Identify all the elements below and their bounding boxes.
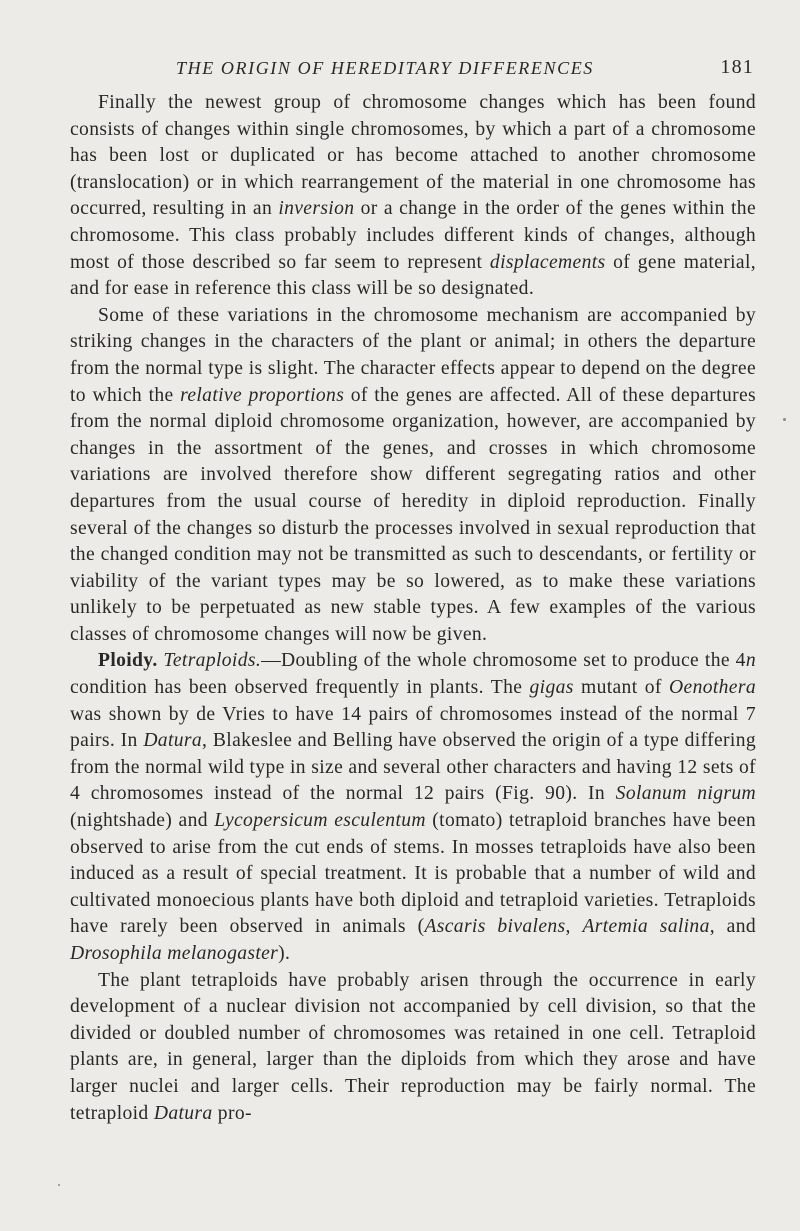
text-run: ). bbox=[278, 943, 291, 964]
text-run: was shown by de Vries to have 14 pairs of chromosomes instead of the normal 7 pairs. In bbox=[70, 703, 756, 752]
italic-term: gigas bbox=[529, 677, 574, 699]
text-run: pro- bbox=[212, 1102, 252, 1124]
italic-term: Lycopersicum esculentum bbox=[214, 810, 426, 832]
text-run: Some of these variations in the chromosome mechanism are accompanied by striking changes in the characters of the plant or animal; in others the departure from the normal type is slight. The character effects appear to depend on the degree to which the bbox=[70, 304, 756, 406]
paper-speck bbox=[58, 1184, 60, 1186]
italic-term: n bbox=[745, 650, 756, 672]
section-heading-ploidy: Ploidy. bbox=[98, 650, 158, 672]
running-header bbox=[70, 50, 756, 80]
text-run: or a change in the order of the genes within the chromosome. This class probably includes different kinds of changes, although most of those described so far seem to represent bbox=[70, 198, 756, 273]
text-run: , bbox=[565, 916, 583, 938]
italic-term: Oenothera bbox=[669, 677, 756, 699]
running-title: THE ORIGIN OF HEREDITARY DIFFERENCES bbox=[176, 58, 594, 78]
italic-term: displacements bbox=[489, 251, 606, 273]
body-text bbox=[70, 90, 756, 1127]
text-run: condition has been observed frequently in plants. The bbox=[70, 677, 530, 699]
italic-term: relative proportions bbox=[180, 384, 345, 406]
italic-term: Datura bbox=[143, 730, 203, 752]
paragraph-newest-group bbox=[70, 90, 756, 303]
paragraph-variations bbox=[70, 303, 756, 649]
italic-term: Solanum nigrum bbox=[615, 783, 756, 805]
paragraph-plant-tetraploids bbox=[70, 968, 756, 1128]
italic-term: Drosophila melanogaster bbox=[70, 943, 279, 964]
text-run: —Doubling of the whole chromosome set to produce the 4 bbox=[261, 650, 746, 672]
italic-term: Ascaris bivalens bbox=[424, 916, 566, 938]
text-run: of gene material, and for ease in reference this class will be so designated. bbox=[70, 251, 756, 300]
subsection-heading-tetraploids: Tetraploids. bbox=[163, 650, 262, 672]
italic-term: inversion bbox=[278, 198, 355, 220]
text-run: The plant tetraploids have probably arisen through the occurrence in early development of a nuclear division not accompanied by cell division, so that the divided or doubled number of chromosomes was retained in one cell. Tetraploid plants are, in general, larger than the diploids from which they arose and have larger nuclei and larger cells. Their reproduction may be fairly normal. The tetraploid bbox=[70, 969, 756, 1124]
italic-term: Datura bbox=[153, 1102, 213, 1124]
italic-term: Artemia salina bbox=[582, 916, 710, 938]
paragraph-ploidy bbox=[70, 648, 756, 967]
text-run: (tomato) tetraploid branches have been observed to arise from the cut ends of stems. In mosses tetraploids have also been induced as a result of special treatment. It is probable that a number of wild and cultivated monoecious plants have both diploid and tetraploid varieties. Tetraploids have rarely been observed in animals ( bbox=[70, 810, 756, 938]
text-run: of the genes are affected. All of these departures from the normal diploid chromosome organization, however, are accompanied by changes in the assortment of the genes, and crosses in which chromosome variations are involved therefore show different segregating ratios and other departures from the usual course of heredity in diploid reproduction. Finally several of the changes so disturb the processes involved in sexual reproduction that the changed condition may not be transmitted as such to descendants, or fertility or viability of the variant types may be so lowered, as to make these variations unlikely to be perpetuated as new stable types. A few examples of the various classes of chromosome changes will now be given. bbox=[70, 384, 756, 645]
text-run: , Blakeslee and Belling have observed the origin of a type differing from the normal wild type in size and several other characters and having 12 sets of 4 chromosomes instead of the normal 12 pairs (Fig. 90). In bbox=[70, 730, 756, 805]
text-run: , and bbox=[709, 916, 757, 938]
paper-speck bbox=[783, 418, 786, 421]
page-number: 181 bbox=[720, 56, 754, 78]
text-run: (nightshade) and bbox=[70, 810, 215, 832]
text-run: mutant of bbox=[573, 677, 670, 699]
text-run: Finally the newest group of chromosome changes which has been found consists of changes within single chromosomes, by which a part of a chromosome has been lost or duplicated or has become attached to another chromosome (translocation) or in which rearrangement of the material in one chromosome has occurred, resulting in an bbox=[70, 92, 756, 220]
